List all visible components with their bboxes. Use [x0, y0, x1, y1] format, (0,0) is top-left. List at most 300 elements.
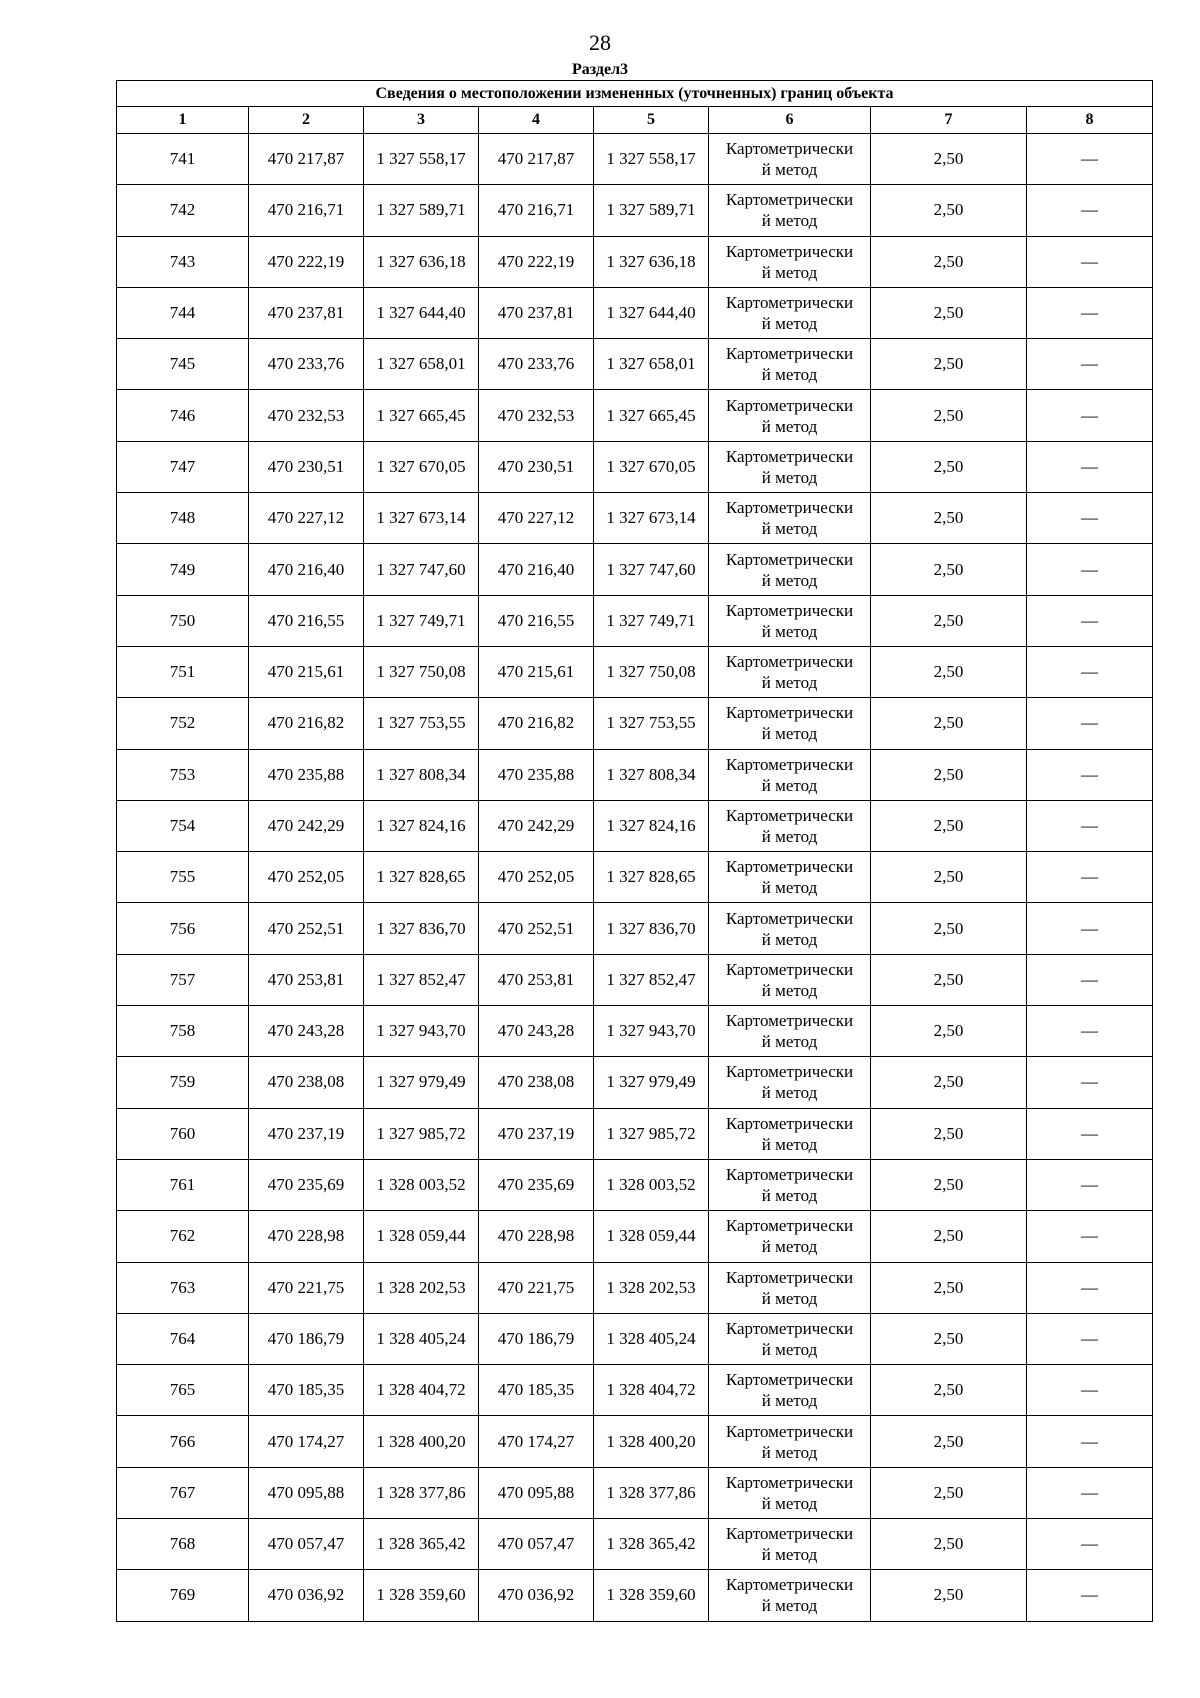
y-new-cell: 1 327 824,16 — [594, 800, 709, 851]
y-new-cell: 1 327 670,05 — [594, 441, 709, 492]
table-row — [117, 1467, 1153, 1518]
x-new-cell: 470 221,75 — [479, 1262, 594, 1313]
table-row — [117, 339, 1153, 390]
method-line-2: й метод — [761, 1237, 818, 1257]
note-cell: — — [1027, 646, 1153, 697]
x-new-cell: 470 057,47 — [479, 1519, 594, 1570]
method-cell — [709, 1057, 871, 1108]
method-cell — [709, 1108, 871, 1159]
note-cell: — — [1027, 698, 1153, 749]
x-new-cell: 470 233,76 — [479, 339, 594, 390]
method-cell — [709, 1519, 871, 1570]
method-line-1: Картометрически — [725, 446, 854, 466]
y-old-cell: 1 327 750,08 — [364, 646, 479, 697]
y-old-cell: 1 328 359,60 — [364, 1570, 479, 1621]
method-line-1: Картометрически — [725, 549, 854, 569]
method-line-2: й метод — [761, 878, 818, 898]
column-number: 3 — [364, 107, 479, 134]
y-new-cell: 1 327 852,47 — [594, 954, 709, 1005]
method-line-1: Картометрически — [725, 600, 854, 620]
y-new-cell: 1 328 405,24 — [594, 1313, 709, 1364]
note-cell: — — [1027, 390, 1153, 441]
method-cell — [709, 441, 871, 492]
method-line-2: й метод — [761, 314, 818, 334]
point-number-cell: 751 — [117, 646, 249, 697]
note-cell: — — [1027, 852, 1153, 903]
x-new-cell: 470 216,55 — [479, 595, 594, 646]
method-line-1: Картометрически — [725, 395, 854, 415]
x-old-cell: 470 243,28 — [249, 1006, 364, 1057]
point-number-cell: 762 — [117, 1211, 249, 1262]
method-line-2: й метод — [761, 827, 818, 846]
accuracy-cell: 2,50 — [871, 441, 1027, 492]
method-line-2: й метод — [761, 1288, 818, 1308]
method-cell — [709, 1159, 871, 1210]
x-new-cell: 470 216,40 — [479, 544, 594, 595]
x-new-cell: 470 174,27 — [479, 1416, 594, 1467]
accuracy-cell: 2,50 — [871, 954, 1027, 1005]
point-number-cell: 767 — [117, 1467, 249, 1518]
accuracy-cell: 2,50 — [871, 1467, 1027, 1518]
y-old-cell: 1 327 808,34 — [364, 749, 479, 800]
accuracy-cell: 2,50 — [871, 185, 1027, 236]
y-old-cell: 1 328 405,24 — [364, 1313, 479, 1364]
y-old-cell: 1 328 202,53 — [364, 1262, 479, 1313]
x-new-cell: 470 238,08 — [479, 1057, 594, 1108]
method-line-1: Картометрически — [725, 190, 854, 210]
method-line-1: Картометрически — [725, 754, 854, 774]
y-new-cell: 1 328 404,72 — [594, 1365, 709, 1416]
column-number: 6 — [709, 107, 871, 134]
note-cell: — — [1027, 954, 1153, 1005]
y-new-cell: 1 328 359,60 — [594, 1570, 709, 1621]
table-row — [117, 1159, 1153, 1210]
y-new-cell: 1 327 808,34 — [594, 749, 709, 800]
table-row — [117, 287, 1153, 338]
y-old-cell: 1 327 828,65 — [364, 852, 479, 903]
point-number-cell: 766 — [117, 1416, 249, 1467]
table-row — [117, 646, 1153, 697]
table-row — [117, 749, 1153, 800]
note-cell: — — [1027, 1416, 1153, 1467]
method-cell — [709, 1467, 871, 1518]
method-line-2: й метод — [761, 365, 818, 385]
table-row — [117, 1108, 1153, 1159]
accuracy-cell: 2,50 — [871, 390, 1027, 441]
x-new-cell: 470 095,88 — [479, 1467, 594, 1518]
note-cell: — — [1027, 1159, 1153, 1210]
y-new-cell: 1 328 202,53 — [594, 1262, 709, 1313]
method-cell — [709, 852, 871, 903]
method-line-2: й метод — [761, 1134, 818, 1154]
x-new-cell: 470 242,29 — [479, 800, 594, 851]
accuracy-cell: 2,50 — [871, 134, 1027, 185]
note-cell: — — [1027, 134, 1153, 185]
x-old-cell: 470 230,51 — [249, 441, 364, 492]
x-new-cell: 470 228,98 — [479, 1211, 594, 1262]
y-new-cell: 1 328 059,44 — [594, 1211, 709, 1262]
accuracy-cell: 2,50 — [871, 287, 1027, 338]
point-number-cell: 753 — [117, 749, 249, 800]
method-cell — [709, 595, 871, 646]
method-line-2: й метод — [761, 160, 818, 180]
section-title: Раздел3 — [571, 61, 629, 78]
note-cell: — — [1027, 441, 1153, 492]
note-cell: — — [1027, 236, 1153, 287]
method-line-2: й метод — [761, 416, 818, 436]
y-old-cell: 1 328 400,20 — [364, 1416, 479, 1467]
point-number-cell: 757 — [117, 954, 249, 1005]
accuracy-cell: 2,50 — [871, 1365, 1027, 1416]
note-cell: — — [1027, 1313, 1153, 1364]
x-new-cell: 470 252,51 — [479, 903, 594, 954]
method-cell — [709, 646, 871, 697]
method-line-1: Картометрически — [725, 703, 854, 723]
y-old-cell: 1 327 979,49 — [364, 1057, 479, 1108]
method-line-1: Картометрически — [725, 1524, 854, 1544]
y-old-cell: 1 327 636,18 — [364, 236, 479, 287]
method-cell — [709, 134, 871, 185]
method-cell — [709, 698, 871, 749]
method-line-2: й метод — [761, 211, 818, 231]
accuracy-cell: 2,50 — [871, 339, 1027, 390]
table-row — [117, 1416, 1153, 1467]
accuracy-cell: 2,50 — [871, 1159, 1027, 1210]
method-line-1: Картометрически — [725, 1472, 854, 1492]
table-row — [117, 852, 1153, 903]
method-cell — [709, 749, 871, 800]
note-cell: — — [1027, 1211, 1153, 1262]
x-old-cell: 470 216,71 — [249, 185, 364, 236]
accuracy-cell: 2,50 — [871, 698, 1027, 749]
accuracy-cell: 2,50 — [871, 1519, 1027, 1570]
accuracy-cell: 2,50 — [871, 1416, 1027, 1467]
method-line-2: й метод — [761, 467, 818, 487]
table-row — [117, 185, 1153, 236]
method-line-1: Картометрически — [725, 908, 854, 928]
x-new-cell: 470 243,28 — [479, 1006, 594, 1057]
x-old-cell: 470 237,81 — [249, 287, 364, 338]
x-old-cell: 470 242,29 — [249, 800, 364, 851]
x-new-cell: 470 235,88 — [479, 749, 594, 800]
x-old-cell: 470 216,55 — [249, 595, 364, 646]
method-cell — [709, 1262, 871, 1313]
accuracy-cell: 2,50 — [871, 1108, 1027, 1159]
method-cell — [709, 287, 871, 338]
method-line-2: й метод — [761, 929, 818, 949]
x-old-cell: 470 186,79 — [249, 1313, 364, 1364]
x-old-cell: 470 222,19 — [249, 236, 364, 287]
method-line-2: й метод — [761, 519, 818, 539]
point-number-cell: 760 — [117, 1108, 249, 1159]
accuracy-cell: 2,50 — [871, 800, 1027, 851]
method-cell — [709, 544, 871, 595]
method-line-1: Картометрически — [725, 139, 854, 159]
method-line-1: Картометрически — [725, 857, 854, 877]
y-old-cell: 1 328 365,42 — [364, 1519, 479, 1570]
y-old-cell: 1 327 665,45 — [364, 390, 479, 441]
method-cell — [709, 1211, 871, 1262]
x-old-cell: 470 217,87 — [249, 134, 364, 185]
x-old-cell: 470 215,61 — [249, 646, 364, 697]
point-number-cell: 746 — [117, 390, 249, 441]
note-cell: — — [1027, 1519, 1153, 1570]
table-row — [117, 698, 1153, 749]
note-cell: — — [1027, 1365, 1153, 1416]
table-row — [117, 1211, 1153, 1262]
method-line-2: й метод — [761, 673, 818, 693]
note-cell: — — [1027, 1006, 1153, 1057]
method-line-1: Картометрически — [725, 1062, 854, 1082]
point-number-cell: 748 — [117, 493, 249, 544]
y-old-cell: 1 327 852,47 — [364, 954, 479, 1005]
x-old-cell: 470 252,05 — [249, 852, 364, 903]
method-cell — [709, 1365, 871, 1416]
x-old-cell: 470 237,19 — [249, 1108, 364, 1159]
method-line-1: Картометрически — [725, 344, 854, 364]
x-old-cell: 470 235,69 — [249, 1159, 364, 1210]
method-line-1: Картометрически — [725, 241, 854, 261]
point-number-cell: 768 — [117, 1519, 249, 1570]
y-new-cell: 1 327 943,70 — [594, 1006, 709, 1057]
note-cell: — — [1027, 339, 1153, 390]
note-cell: — — [1027, 749, 1153, 800]
y-old-cell: 1 328 003,52 — [364, 1159, 479, 1210]
x-old-cell: 470 233,76 — [249, 339, 364, 390]
y-new-cell: 1 327 985,72 — [594, 1108, 709, 1159]
point-number-cell: 763 — [117, 1262, 249, 1313]
method-line-2: й метод — [761, 1493, 818, 1513]
page-number: 28 — [589, 30, 611, 55]
y-old-cell: 1 327 644,40 — [364, 287, 479, 338]
table-row — [117, 1519, 1153, 1570]
table-row — [117, 134, 1153, 185]
point-number-cell: 745 — [117, 339, 249, 390]
method-line-1: Картометрически — [725, 806, 854, 825]
point-number-cell: 769 — [117, 1570, 249, 1621]
method-line-2: й метод — [761, 1545, 818, 1565]
point-number-cell: 747 — [117, 441, 249, 492]
method-line-2: й метод — [761, 1339, 818, 1359]
column-number: 2 — [249, 107, 364, 134]
x-old-cell: 470 227,12 — [249, 493, 364, 544]
note-cell: — — [1027, 903, 1153, 954]
method-line-2: й метод — [761, 1391, 818, 1411]
method-cell — [709, 1570, 871, 1621]
x-old-cell: 470 253,81 — [249, 954, 364, 1005]
x-new-cell: 470 186,79 — [479, 1313, 594, 1364]
point-number-cell: 752 — [117, 698, 249, 749]
accuracy-cell: 2,50 — [871, 749, 1027, 800]
y-new-cell: 1 327 665,45 — [594, 390, 709, 441]
note-cell: — — [1027, 1262, 1153, 1313]
x-old-cell: 470 252,51 — [249, 903, 364, 954]
note-cell: — — [1027, 1108, 1153, 1159]
method-line-2: й метод — [761, 1442, 818, 1462]
x-new-cell: 470 253,81 — [479, 954, 594, 1005]
method-cell — [709, 1416, 871, 1467]
accuracy-cell: 2,50 — [871, 852, 1027, 903]
x-new-cell: 470 230,51 — [479, 441, 594, 492]
method-line-2: й метод — [761, 980, 818, 1000]
y-old-cell: 1 327 658,01 — [364, 339, 479, 390]
y-old-cell: 1 328 377,86 — [364, 1467, 479, 1518]
x-old-cell: 470 036,92 — [249, 1570, 364, 1621]
method-line-2: й метод — [761, 1596, 818, 1616]
point-number-cell: 761 — [117, 1159, 249, 1210]
x-old-cell: 470 228,98 — [249, 1211, 364, 1262]
table-row — [117, 1570, 1153, 1621]
x-old-cell: 470 057,47 — [249, 1519, 364, 1570]
y-new-cell: 1 327 828,65 — [594, 852, 709, 903]
method-cell — [709, 954, 871, 1005]
y-old-cell: 1 327 824,16 — [364, 800, 479, 851]
table-row — [117, 493, 1153, 544]
method-line-1: Картометрически — [725, 1370, 854, 1390]
y-new-cell: 1 327 644,40 — [594, 287, 709, 338]
method-line-1: Картометрически — [725, 1113, 854, 1133]
method-line-2: й метод — [761, 1083, 818, 1103]
y-old-cell: 1 328 059,44 — [364, 1211, 479, 1262]
x-new-cell: 470 227,12 — [479, 493, 594, 544]
method-line-1: Картометрически — [725, 1216, 854, 1236]
y-new-cell: 1 327 673,14 — [594, 493, 709, 544]
point-number-cell: 754 — [117, 800, 249, 851]
x-new-cell: 470 185,35 — [479, 1365, 594, 1416]
y-new-cell: 1 327 589,71 — [594, 185, 709, 236]
accuracy-cell: 2,50 — [871, 493, 1027, 544]
y-old-cell: 1 327 985,72 — [364, 1108, 479, 1159]
x-new-cell: 470 036,92 — [479, 1570, 594, 1621]
column-number: 8 — [1027, 107, 1153, 134]
x-new-cell: 470 215,61 — [479, 646, 594, 697]
accuracy-cell: 2,50 — [871, 236, 1027, 287]
method-line-1: Картометрически — [725, 1011, 854, 1031]
accuracy-cell: 2,50 — [871, 1313, 1027, 1364]
method-cell — [709, 800, 871, 851]
accuracy-cell: 2,50 — [871, 903, 1027, 954]
column-number: 1 — [117, 107, 249, 134]
y-old-cell: 1 327 670,05 — [364, 441, 479, 492]
x-old-cell: 470 232,53 — [249, 390, 364, 441]
table-row — [117, 236, 1153, 287]
table-row — [117, 1262, 1153, 1313]
table-row — [117, 1057, 1153, 1108]
x-old-cell: 470 185,35 — [249, 1365, 364, 1416]
y-new-cell: 1 327 658,01 — [594, 339, 709, 390]
x-new-cell: 470 222,19 — [479, 236, 594, 287]
table-row — [117, 390, 1153, 441]
y-new-cell: 1 327 753,55 — [594, 698, 709, 749]
table-row — [117, 903, 1153, 954]
x-old-cell: 470 095,88 — [249, 1467, 364, 1518]
y-new-cell: 1 328 400,20 — [594, 1416, 709, 1467]
x-new-cell: 470 216,71 — [479, 185, 594, 236]
method-cell — [709, 339, 871, 390]
table-row — [117, 1365, 1153, 1416]
method-line-1: Картометрически — [725, 959, 854, 979]
point-number-cell: 741 — [117, 134, 249, 185]
method-line-2: й метод — [761, 262, 818, 282]
x-new-cell: 470 216,82 — [479, 698, 594, 749]
y-old-cell: 1 327 943,70 — [364, 1006, 479, 1057]
y-new-cell: 1 327 636,18 — [594, 236, 709, 287]
x-new-cell: 470 237,19 — [479, 1108, 594, 1159]
method-line-1: Картометрически — [725, 1165, 854, 1185]
method-line-2: й метод — [761, 1186, 818, 1206]
y-old-cell: 1 327 673,14 — [364, 493, 479, 544]
accuracy-cell: 2,50 — [871, 1057, 1027, 1108]
method-cell — [709, 1006, 871, 1057]
accuracy-cell: 2,50 — [871, 1211, 1027, 1262]
method-cell — [709, 1313, 871, 1364]
method-cell — [709, 185, 871, 236]
accuracy-cell: 2,50 — [871, 1262, 1027, 1313]
point-number-cell: 743 — [117, 236, 249, 287]
y-new-cell: 1 327 750,08 — [594, 646, 709, 697]
note-cell: — — [1027, 1570, 1153, 1621]
y-old-cell: 1 327 747,60 — [364, 544, 479, 595]
method-line-2: й метод — [761, 621, 818, 641]
method-line-2: й метод — [761, 775, 818, 795]
note-cell: — — [1027, 185, 1153, 236]
note-cell: — — [1027, 493, 1153, 544]
table-row — [117, 954, 1153, 1005]
y-new-cell: 1 327 749,71 — [594, 595, 709, 646]
method-line-1: Картометрически — [725, 293, 854, 313]
y-old-cell: 1 327 749,71 — [364, 595, 479, 646]
point-number-cell: 749 — [117, 544, 249, 595]
y-old-cell: 1 328 404,72 — [364, 1365, 479, 1416]
note-cell: — — [1027, 1057, 1153, 1108]
point-number-cell: 750 — [117, 595, 249, 646]
method-line-1: Картометрически — [725, 1421, 854, 1441]
column-number: 5 — [594, 107, 709, 134]
note-cell: — — [1027, 544, 1153, 595]
note-cell: — — [1027, 1467, 1153, 1518]
accuracy-cell: 2,50 — [871, 1006, 1027, 1057]
y-new-cell: 1 327 836,70 — [594, 903, 709, 954]
table-row — [117, 1313, 1153, 1364]
y-new-cell: 1 328 365,42 — [594, 1519, 709, 1570]
column-number: 7 — [871, 107, 1027, 134]
y-new-cell: 1 327 979,49 — [594, 1057, 709, 1108]
point-number-cell: 758 — [117, 1006, 249, 1057]
accuracy-cell: 2,50 — [871, 646, 1027, 697]
point-number-cell: 742 — [117, 185, 249, 236]
method-cell — [709, 390, 871, 441]
table-row — [117, 1006, 1153, 1057]
method-line-1: Картометрически — [725, 1267, 854, 1287]
accuracy-cell: 2,50 — [871, 544, 1027, 595]
point-number-cell: 756 — [117, 903, 249, 954]
x-new-cell: 470 252,05 — [479, 852, 594, 903]
method-line-2: й метод — [761, 724, 818, 744]
x-new-cell: 470 237,81 — [479, 287, 594, 338]
point-number-cell: 764 — [117, 1313, 249, 1364]
x-new-cell: 470 235,69 — [479, 1159, 594, 1210]
note-cell: — — [1027, 287, 1153, 338]
method-cell — [709, 493, 871, 544]
note-cell: — — [1027, 800, 1153, 851]
method-cell — [709, 236, 871, 287]
y-new-cell: 1 327 558,17 — [594, 134, 709, 185]
point-number-cell: 744 — [117, 287, 249, 338]
table-body — [117, 134, 1153, 1622]
y-old-cell: 1 327 836,70 — [364, 903, 479, 954]
method-line-1: Картометрически — [725, 498, 854, 518]
x-old-cell: 470 216,40 — [249, 544, 364, 595]
